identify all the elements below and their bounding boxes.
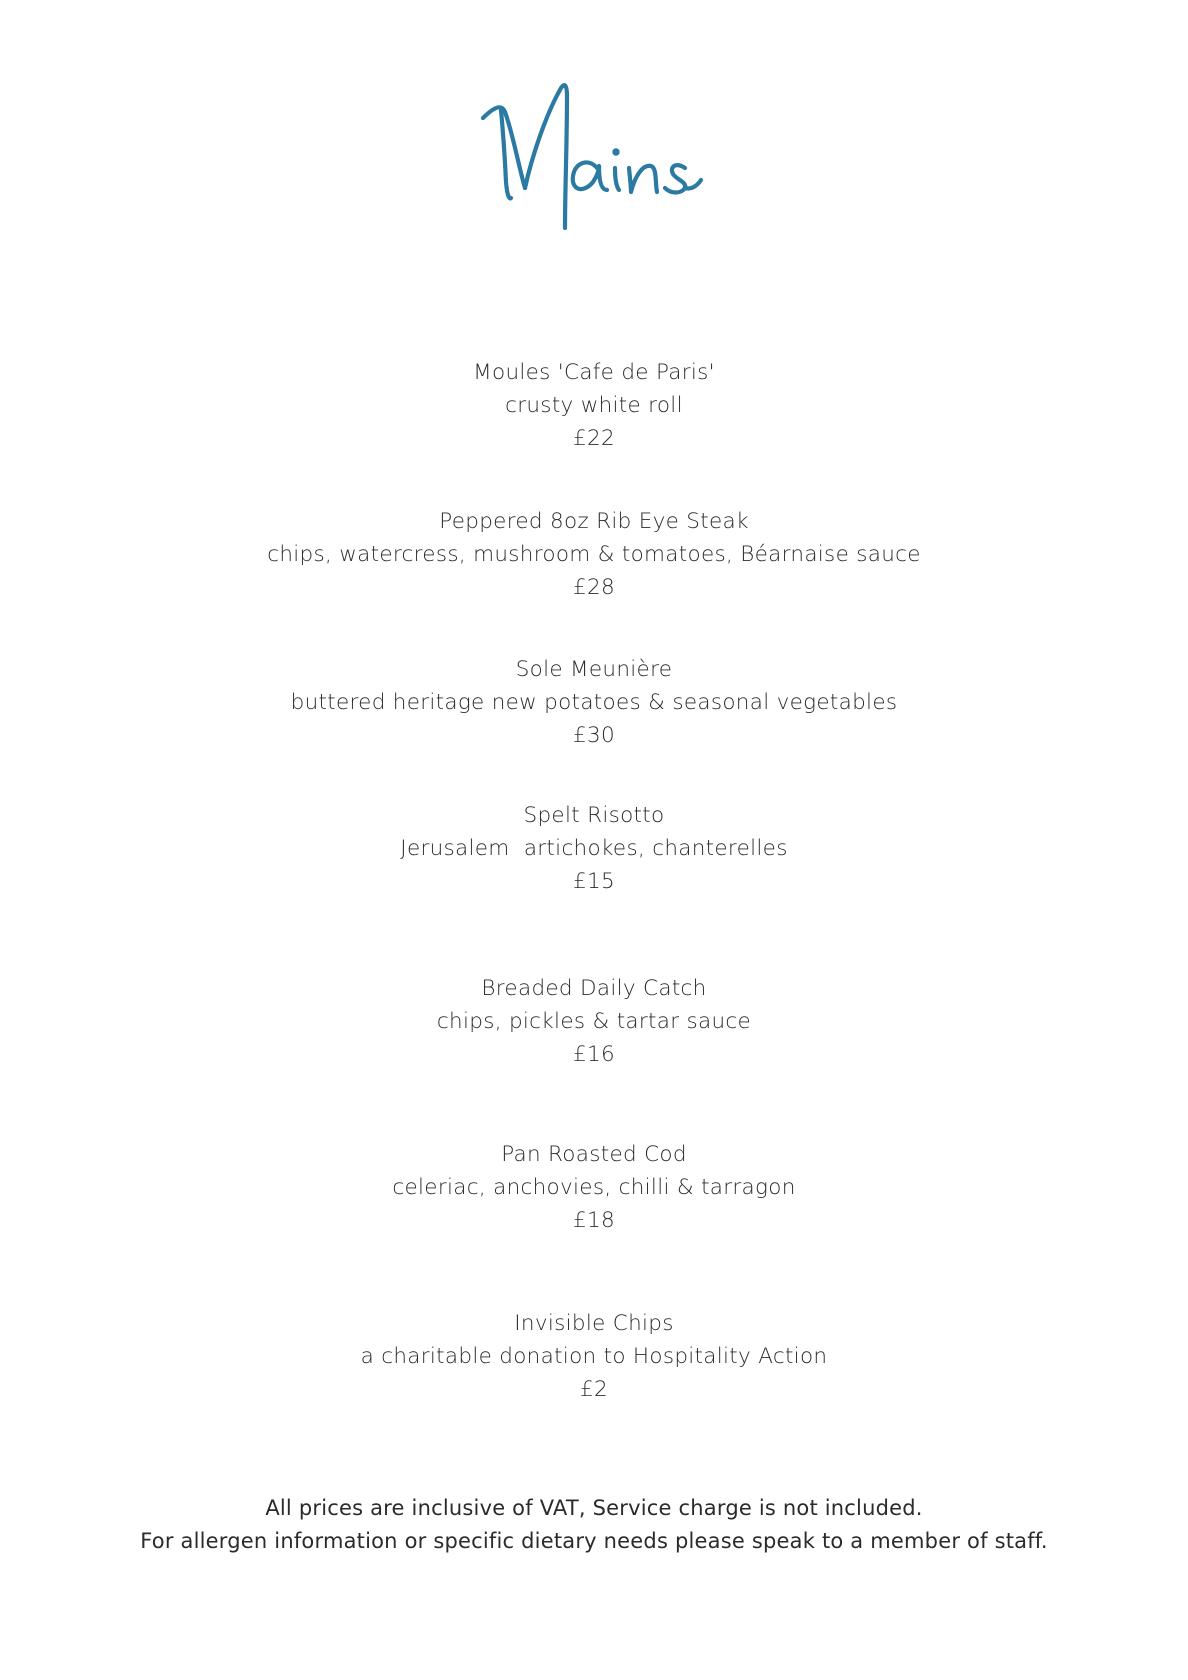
menu-item-sole [0,653,1188,752]
dish-name: Sole Meunière [515,657,673,682]
allergen-notice: For allergen information or specific dietary needs please speak to a member of staff. [140,1529,1048,1553]
dish-price: £2 [580,1377,608,1402]
dish-description: Jerusalem artichokes, chanterelles [400,836,788,861]
dish-price: £30 [573,723,615,748]
dish-description: chips, watercress, mushroom & tomatoes, Béarnaise sauce [267,542,921,567]
dish-description: buttered heritage new potatoes & seasonal vegetables [290,690,898,715]
dish-name: Moules 'Cafe de Paris' [473,360,715,385]
dish-name: Peppered 8oz Rib Eye Steak [439,509,749,534]
dish-price: £22 [573,426,615,451]
dish-price: £18 [573,1208,615,1233]
dish-price: £28 [573,575,615,600]
dish-price: £16 [573,1042,615,1067]
menu-footer [0,1492,1188,1558]
menu-item-cod [0,1138,1188,1237]
dish-name: Spelt Risotto [523,803,665,828]
vat-notice: All prices are inclusive of VAT, Service charge is not included. [265,1496,923,1520]
menu-title-script [479,72,709,247]
dish-description: celeriac, anchovies, chilli & tarragon [392,1175,796,1200]
dish-name: Breaded Daily Catch [481,976,707,1001]
dish-description: crusty white roll [505,393,683,418]
menu-item-invisible-chips [0,1307,1188,1406]
menu-item-risotto [0,799,1188,898]
dish-name: Pan Roasted Cod [501,1142,687,1167]
dish-description: a charitable donation to Hospitality Action [360,1344,828,1369]
dish-price: £15 [573,869,615,894]
menu-title [0,72,1188,247]
dish-description: chips, pickles & tartar sauce [436,1009,752,1034]
menu-item-rib-eye [0,505,1188,604]
menu-item-daily-catch [0,972,1188,1071]
menu-item-moules [0,356,1188,455]
dish-name: Invisible Chips [514,1311,674,1336]
